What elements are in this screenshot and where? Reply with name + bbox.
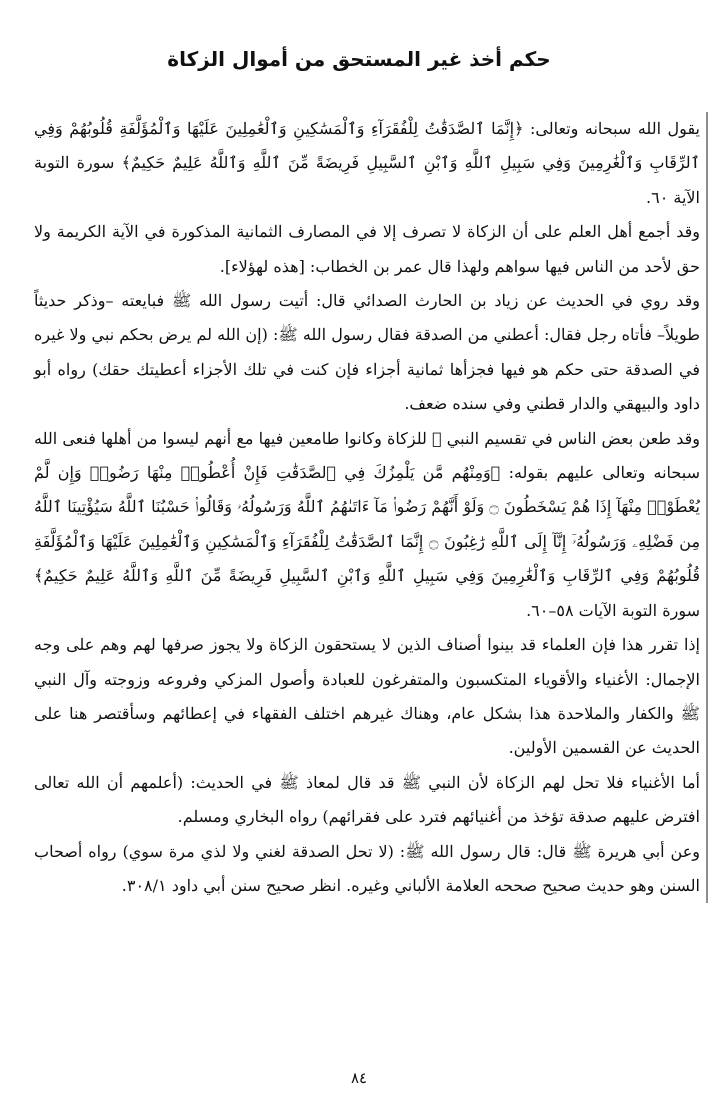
paragraph-sudai-hadith: وقد روي في الحديث عن زياد بن الحارث الصدائي قال: أتيت رسول الله ﷺ فبايعته –وذكر حديثاً طويلاً– فأتاه رجل فقال: أعطني من الصدقة فقال رسول الله ﷺ: (إن الله لم يرض بحكم نبي ولا غيره في الصدقة حتى حكم هو فيها فجزأها ثمانية أجزاء فإن كنت في تلك الأجزاء أعطيتك حقك) رواه أبو داود والبيهقي والدار قطني وفي سنده ضعف.: [34, 284, 708, 422]
paragraph-objection-verses: وقد طعن بعض الناس في تقسيم النبي ﷺ للزكاة وكانوا طامعين فيها مع أنهم ليسوا من أهلها فنعى الله سبحانه وتعالى عليهم بقوله: ﴿وَمِنْهُم مَّن يَلْمِزُكَ فِي ٱلصَّدَقَٰتِ فَإِنْ أُعْطُوا۟ مِنْهَا رَضُوا۟ وَإِن لَّمْ يُعْطَوْا۟ مِنْهَآ إِذَا هُمْ يَسْخَطُونَ ۝ وَلَوْ أَنَّهُمْ رَضُوا۟ مَآ ءَاتَىٰهُمُ ٱللَّهُ وَرَسُولُهُۥ وَقَالُوا۟ حَسْبُنَا ٱللَّهُ سَيُؤْتِينَا ٱللَّهُ مِن فَضْلِهِۦ وَرَسُولُهُۥٓ إِنَّآ إِلَى ٱللَّهِ رَٰغِبُونَ ۝ إِنَّمَا ٱلصَّدَقَٰتُ لِلْفُقَرَآءِ وَٱلْمَسَٰكِينِ وَٱلْعَٰمِلِينَ عَلَيْهَا وَٱلْمُؤَلَّفَةِ قُلُوبُهُمْ وَفِي ٱلرِّقَابِ وَٱلْغَٰرِمِينَ وَفِي سَبِيلِ ٱللَّهِ وَٱبْنِ ٱلسَّبِيلِ فَرِيضَةً مِّنَ ٱللَّهِ وَٱللَّهُ عَلِيمٌ حَكِيمٌ﴾ سورة التوبة الآيات ٥٨–٦٠.: [34, 422, 708, 628]
body-text: [34, 112, 708, 903]
paragraph-rich-people: أما الأغنياء فلا تحل لهم الزكاة لأن النبي ﷺ قد قال لمعاذ ﷺ في الحديث: (أعلمهم أن الله تعالى افترض عليهم صدقة تؤخذ من أغنيائهم فترد على فقرائهم) رواه البخاري ومسلم.: [34, 766, 708, 835]
paragraph-ineligible-categories: إذا تقرر هذا فإن العلماء قد بينوا أصناف الذين لا يستحقون الزكاة ولا يجوز صرفها لهم وهم على وجه الإجمال: الأغنياء والأقوياء المتكسبون والمتفرغون للعبادة وأصول المزكي وفروعه وزوجته وآل النبي ﷺ والكفار والملاحدة هذا بشكل عام، وهناك غيرهم اختلف الفقهاء في إعطائهم وسأقتصر هنا على الحديث عن القسمين الأولين.: [34, 628, 708, 766]
paragraph-zakat-verse: يقول الله سبحانه وتعالى: ﴿إِنَّمَا ٱلصَّدَقَٰتُ لِلْفُقَرَآءِ وَٱلْمَسَٰكِينِ وَٱلْعَٰمِلِينَ عَلَيْهَا وَٱلْمُؤَلَّفَةِ قُلُوبُهُمْ وَفِي ٱلرِّقَابِ وَٱلْغَٰرِمِينَ وَفِي سَبِيلِ ٱللَّهِ وَٱبْنِ ٱلسَّبِيلِ فَرِيضَةً مِّنَ ٱللَّهِ وَٱللَّهُ عَلِيمٌ حَكِيمٌ﴾ سورة التوبة الآية ٦٠.: [34, 112, 708, 215]
paragraph-abu-hurairah-hadith: وعن أبي هريرة ﷺ قال: قال رسول الله ﷺ: (لا تحل الصدقة لغني ولا لذي مرة سوي) رواه أصحاب السنن وهو حديث صحيح صححه العلامة الألباني وغيره. انظر صحيح سنن أبي داود ٣٠٨/١.: [34, 835, 708, 904]
paragraph-scholars-consensus: وقد أجمع أهل العلم على أن الزكاة لا تصرف إلا في المصارف الثمانية المذكورة في الآية الكريمة ولا حق لأحد من الناس فيها سواهم ولهذا قال عمر بن الخطاب: [هذه لهؤلاء].: [34, 215, 708, 284]
page-number: ٨٤: [350, 1069, 368, 1087]
page-title: حكم أخذ غير المستحق من أموال الزكاة: [167, 47, 551, 71]
